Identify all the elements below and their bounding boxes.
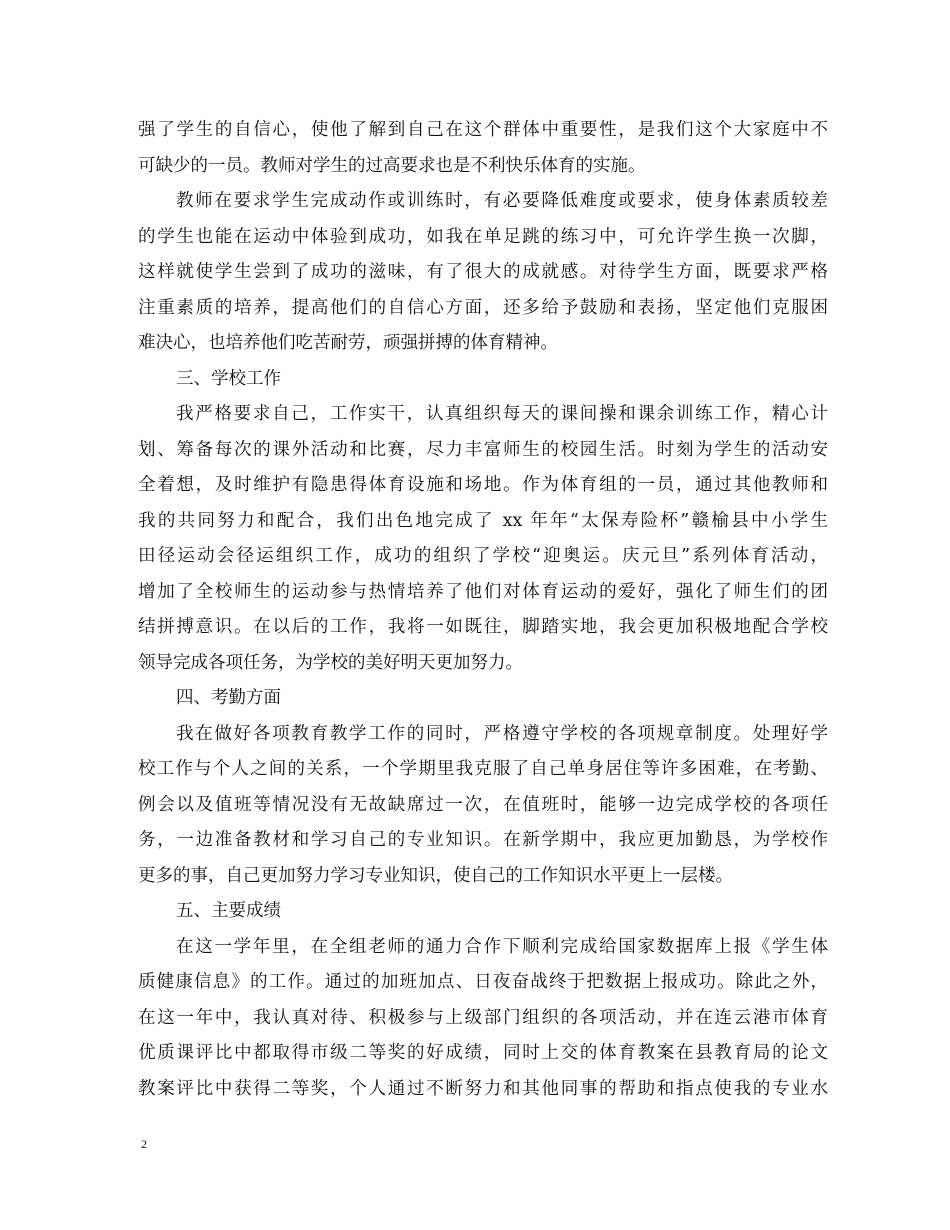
section-heading: 三、学校工作 <box>176 368 281 389</box>
body-line: 难决心，也培养他们吃苦耐劳，顽强拼搏的体育精神。 <box>138 333 558 353</box>
page-number: 2 <box>141 1137 147 1151</box>
body-line: 在这一年中，我认真对待、积极参与上级部门组织的各项活动，并在连云港市体育 <box>138 1007 828 1028</box>
document-body <box>138 113 828 1107</box>
body-line: 务，一边准备教材和学习自己的专业知识。在新学期中，我应更加勤恳，为学校作 <box>138 830 828 850</box>
body-line: 增加了全校师生的运动参与热情培养了他们对体育运动的爱好，强化了师生们的团 <box>138 581 828 602</box>
body-line: 这样就使学生尝到了成功的滋味，有了很大的成就感。对待学生方面，既要求严格 <box>138 262 828 282</box>
body-line: 全着想，及时维护有隐患得体育设施和场地。作为体育组的一员，通过其他教师和 <box>138 475 828 495</box>
body-line: 我严格要求自己，工作实干，认真组织每天的课间操和课余训练工作，精心计 <box>176 404 828 424</box>
body-line: 在这一学年里，在全组老师的通力合作下顺利完成给国家数据库上报《学生体 <box>176 936 828 957</box>
body-line: 教案评比中获得二等奖，个人通过不断努力和其他同事的帮助和指点使我的专业水 <box>138 1078 828 1099</box>
body-line: 质健康信息》的工作。通过的加班加点、日夜奋战终于把数据上报成功。除此之外， <box>138 972 828 992</box>
body-line: 领导完成各项任务，为学校的美好明天更加努力。 <box>138 652 523 673</box>
body-line: 划、筹备每次的课外活动和比赛，尽力丰富师生的校园生活。时刻为学生的活动安 <box>138 439 828 460</box>
body-line: 教师在要求学生完成动作或训练时，有必要降低难度或要求，使身体素质较差 <box>176 191 828 211</box>
body-line: 我在做好各项教育教学工作的同时，严格遵守学校的各项规章制度。处理好学 <box>176 723 828 744</box>
body-line: 结拼搏意识。在以后的工作，我将一如既往，脚踏实地，我会更加积极地配合学校 <box>138 617 828 637</box>
body-line: 强了学生的自信心，使他了解到自己在这个群体中重要性，是我们这个大家庭中不 <box>138 120 828 140</box>
section-heading: 四、考勤方面 <box>176 688 281 708</box>
body-line: 例会以及值班等情况没有无故缺席过一次，在值班时，能够一边完成学校的各项任 <box>138 794 828 815</box>
body-line: 我的共同努力和配合，我们出色地完成了 xx 年年“太保寿险杯”赣榆县中小学生 <box>138 510 828 531</box>
body-line: 校工作与个人之间的关系，一个学期里我克服了自己单身居住等许多困难，在考勤、 <box>138 759 828 779</box>
body-line: 注重素质的培养，提高他们的自信心方面，还多给予鼓励和表扬，坚定他们克服困 <box>138 297 828 318</box>
body-line: 优质课评比中都取得市级二等奖的好成绩，同时上交的体育教案在县教育局的论文 <box>138 1043 828 1063</box>
body-line: 更多的事，自己更加努力学习专业知识，使自己的工作知识水平更上一层楼。 <box>138 865 733 886</box>
body-line: 田径运动会径运组织工作，成功的组织了学校“迎奥运。庆元旦”系列体育活动， <box>138 546 828 566</box>
body-line: 的学生也能在运动中体验到成功，如我在单足跳的练习中，可允许学生换一次脚， <box>138 226 828 247</box>
section-heading: 五、主要成绩 <box>176 901 281 921</box>
body-line: 可缺少的一员。教师对学生的过高要求也是不利快乐体育的实施。 <box>138 155 646 176</box>
